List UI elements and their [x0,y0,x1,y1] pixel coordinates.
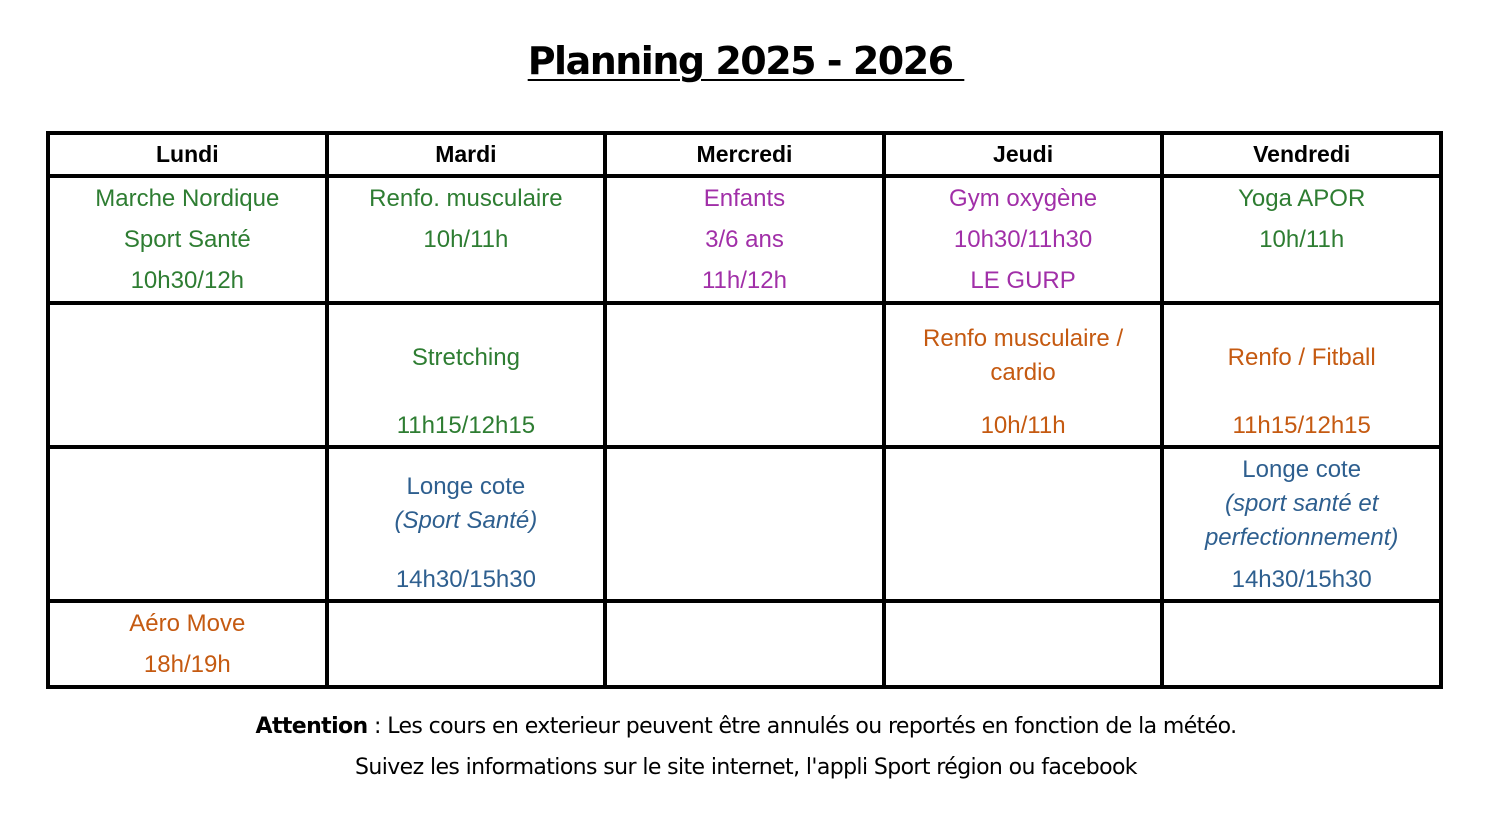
table-row [48,601,1441,687]
cell-jeudi-afternoon [884,447,1163,601]
day-header-vendredi: Vendredi [1162,133,1441,176]
class-note: (sport santé et [1224,490,1379,517]
attention-label: Attention [255,714,368,739]
class-time: 18h/19h [143,651,231,678]
cell-mercredi-morning [605,176,884,303]
day-header-mercredi: Mercredi [605,133,884,176]
cell-vendredi-late-morning [1162,303,1441,447]
table-row [48,303,1441,447]
weather-notice [0,714,1492,739]
planning-table [46,131,1443,689]
cell-mercredi-afternoon [605,447,884,601]
cell-vendredi-morning [1162,176,1441,303]
header-row [48,133,1441,176]
class-note-continued: perfectionnement) [1204,524,1399,551]
cell-mercredi-late-morning [605,303,884,447]
cell-mardi-evening [327,601,606,687]
class-time: 10h/11h [1259,226,1345,253]
page-title: Planning 2025 - 2026 [527,39,965,83]
weather-notice-text: : Les cours en exterieur peuvent être annulés ou reportés en fonction de la météo. [367,714,1237,739]
class-name: Yoga APOR [1238,185,1366,212]
day-header-jeudi: Jeudi [884,133,1163,176]
day-header-lundi: Lundi [48,133,327,176]
class-time: 11h/12h [701,267,787,294]
class-time: 10h30/12h [130,267,245,294]
cell-lundi-evening [48,601,327,687]
class-name: Aéro Move [129,610,246,637]
cell-mercredi-evening [605,601,884,687]
class-subtitle: 3/6 ans [705,226,784,253]
cell-lundi-late-morning [48,303,327,447]
class-subtitle: Sport Santé [123,226,251,253]
class-name: Marche Nordique [95,185,280,212]
class-name: Renfo / Fitball [1227,344,1376,371]
cell-lundi-afternoon [48,447,327,601]
cell-mardi-late-morning [327,303,606,447]
class-name: Renfo. musculaire [369,185,563,212]
cell-vendredi-evening [1162,601,1441,687]
class-name: Longe cote [1242,456,1362,483]
class-name: Stretching [411,344,520,371]
class-name-continued: cardio [990,359,1056,386]
class-name: Longe cote [406,473,526,500]
table-row [48,176,1441,303]
cell-vendredi-afternoon [1162,447,1441,601]
cell-jeudi-late-morning [884,303,1163,447]
class-time: 14h30/15h30 [1231,566,1372,593]
class-time: 14h30/15h30 [395,566,536,593]
class-time: 10h/11h [980,412,1066,439]
class-time: 11h15/12h15 [396,412,536,439]
cell-lundi-morning [48,176,327,303]
cell-mardi-afternoon [327,447,606,601]
class-time: 10h/11h [423,226,509,253]
cell-jeudi-evening [884,601,1163,687]
day-header-mardi: Mardi [327,133,606,176]
class-name: Renfo musculaire / [923,325,1124,352]
cell-mardi-morning [327,176,606,303]
class-note: (Sport Santé) [394,507,538,534]
cell-jeudi-morning [884,176,1163,303]
table-row [48,447,1441,601]
class-name: Gym oxygène [949,185,1098,212]
class-name: Enfants [703,185,786,212]
class-location: LE GURP [970,267,1076,294]
class-time: 11h15/12h15 [1232,412,1371,439]
class-time: 10h30/11h30 [953,226,1093,253]
info-notice: Suivez les informations sur le site internet, l'appli Sport région ou facebook [355,755,1137,780]
